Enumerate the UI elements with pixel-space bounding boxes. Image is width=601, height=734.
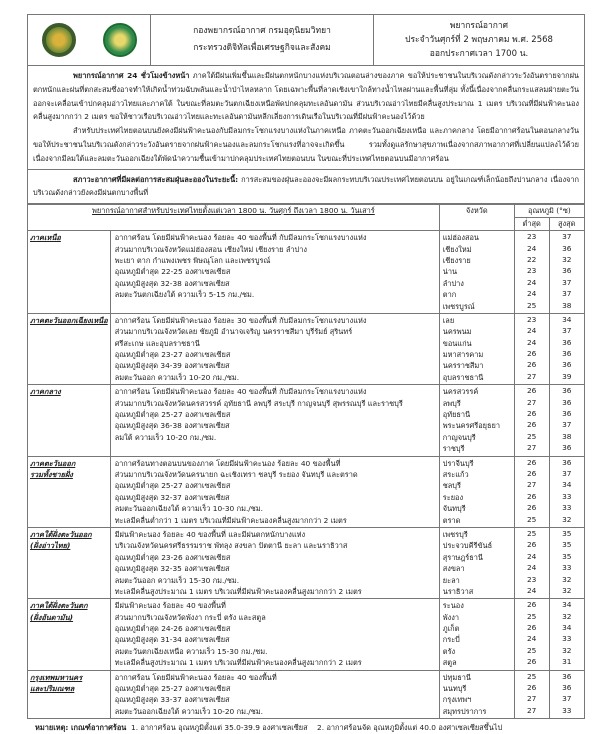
description-line: อุณหภูมิสูงสุด 33-37 องศาเซลเซียส xyxy=(114,695,230,705)
description-line: อุณหภูมิสูงสุด 32-37 องศาเซลเซียส xyxy=(114,492,230,502)
province-name: นครพนม xyxy=(442,327,472,337)
min-temp: 25 xyxy=(526,645,537,655)
footnote-hot: 1. อากาศร้อน อุณหภูมิตั้งแต่ 35.0-39.9 องศาเซลเซียส xyxy=(131,723,308,733)
max-temp: 33 xyxy=(562,491,572,501)
region-name-line: ภาคใต้ฝั่งตะวันออก xyxy=(30,529,92,539)
max-temp: 37 xyxy=(562,232,572,242)
document-header xyxy=(27,14,585,66)
description-line: มีฝนฟ้าคะนอง ร้อยละ 40 ของพื้นที่ xyxy=(114,601,226,611)
min-temp: 25 xyxy=(526,671,537,681)
region-name-line-2: (ฝั่งอ่าวไทย) xyxy=(30,541,71,551)
province-name: กระบี่ xyxy=(442,635,460,645)
min-temp: 26 xyxy=(526,503,537,513)
haze-text: การสะสมของฝุ่นละอองจะมีผลกระทบบริเวณประเทศไทยตอนบน อยู่ในเกณฑ์เล็กน้อยถึงปานกลาง เนื่องจากบริเวณดังกล่าวยังคงมีฝนตกบางพื้นที่ xyxy=(33,174,580,198)
min-temps xyxy=(514,527,549,598)
description-line: ส่วนมากบริเวณจังหวัดนครสวรรค์ อุทัยธานี ลพบุรี สระบุรี กาญจนบุรี สุพรรณบุรี และราชบุรี xyxy=(114,398,403,408)
province-name: ตราด xyxy=(442,515,461,525)
description-line: อุณหภูมิสูงสุด 32-35 องศาเซลเซียส xyxy=(114,564,230,574)
min-temp: 26 xyxy=(526,683,537,693)
summary-paragraph-1 xyxy=(33,69,579,124)
footnote-very-hot: 2. อากาศร้อนจัด อุณหภูมิตั้งแต่ 40.0 องศาเซลเซียสขึ้นไป xyxy=(317,723,503,733)
max-temp: 35 xyxy=(562,540,572,550)
min-temp: 24 xyxy=(526,585,537,595)
province-list xyxy=(439,313,514,384)
footnote xyxy=(27,722,585,734)
province-list xyxy=(439,385,514,456)
max-temp: 36 xyxy=(562,671,572,681)
table-title-text: พยากรณ์อากาศสำหรับประเทศไทยตั้งแต่เวลา 1800 น. วันศุกร์ ถึงเวลา 1800 น. วันเสาร์ xyxy=(92,206,375,216)
description-line: อากาศร้อน โดยมีฝนฟ้าคะนอง ร้อยละ 40 ของพื้นที่ กับมีลมกระโชกแรงบางแห่ง xyxy=(114,233,367,243)
province-name: พังงา xyxy=(442,612,460,622)
min-temp: 24 xyxy=(526,563,537,573)
min-temp: 23 xyxy=(526,266,537,276)
province-name: เลย xyxy=(442,315,455,325)
region-name-line-2: (ฝั่งอันดามัน) xyxy=(30,612,74,622)
region-name xyxy=(28,231,111,314)
max-temp: 32 xyxy=(562,645,572,655)
region-name xyxy=(28,599,111,670)
province-list xyxy=(439,527,514,598)
description-line: อุณหภูมิสูงสุด 34-39 องศาเซลเซียส xyxy=(114,361,230,371)
province-name: อุทัยธานี xyxy=(442,410,471,420)
min-temp: 26 xyxy=(526,409,537,419)
description-line: อากาศร้อน โดยมีฝนฟ้าคะนอง ร้อยละ 30 ของพื้นที่ กับมีลมกระโชกแรงบางแห่ง xyxy=(114,315,367,325)
max-header: สูงสุด xyxy=(549,218,584,231)
summary-section xyxy=(27,66,585,170)
min-temp: 24 xyxy=(526,326,537,336)
description-line: อุณหภูมิต่ำสุด 25-27 องศาเซลเซียส xyxy=(114,684,231,694)
province-name: ระนอง xyxy=(442,601,464,611)
max-temp: 33 xyxy=(562,503,572,513)
min-temp: 24 xyxy=(526,634,537,644)
max-temp: 37 xyxy=(562,694,572,704)
max-temp: 33 xyxy=(562,634,572,644)
max-temps xyxy=(549,599,584,670)
region-description xyxy=(110,313,439,384)
max-temp: 34 xyxy=(562,600,572,610)
province-name: สตูล xyxy=(442,658,457,668)
region-row xyxy=(28,527,585,598)
max-temp: 32 xyxy=(562,611,572,621)
province-name: สมุทรปราการ xyxy=(442,706,487,716)
min-temp: 26 xyxy=(526,457,537,467)
province-list xyxy=(439,670,514,719)
min-temp: 27 xyxy=(526,480,537,490)
issued-time: ออกประกาศเวลา 1700 น. xyxy=(429,49,529,59)
forecast-document xyxy=(27,14,585,734)
min-temp: 25 xyxy=(526,514,537,524)
max-temp: 36 xyxy=(562,349,572,359)
province-name: สุราษฎร์ธานี xyxy=(442,552,483,562)
max-temp: 36 xyxy=(562,243,572,253)
region-row xyxy=(28,385,585,456)
max-temp: 36 xyxy=(562,360,572,370)
region-row xyxy=(28,670,585,719)
province-name: ขอนแก่น xyxy=(442,338,472,348)
min-temp: 22 xyxy=(526,254,537,264)
max-temp: 36 xyxy=(562,443,572,453)
max-temp: 36 xyxy=(562,683,572,693)
description-line: อากาศร้อน โดยมีฝนฟ้าคะนอง ร้อยละ 40 ของพื้นที่ กับมีลมกระโชกแรงบางแห่ง xyxy=(114,387,367,397)
min-temp: 26 xyxy=(526,491,537,501)
min-temp: 24 xyxy=(526,289,537,299)
description-line: ศรีสะเกษ และอุบลราชธานี xyxy=(114,338,200,348)
forecast-info xyxy=(374,15,584,65)
description-line: ส่วนมากบริเวณจังหวัดแม่ฮ่องสอน เชียงใหม่ เชียงราย ลำปาง xyxy=(114,244,307,254)
max-temp: 32 xyxy=(562,514,572,524)
min-temp: 26 xyxy=(526,540,537,550)
province-list xyxy=(439,599,514,670)
description-line: อุณหภูมิสูงสุด 36-38 องศาเซลเซียส xyxy=(114,421,230,431)
region-name-line: ภาคเหนือ xyxy=(30,233,61,243)
haze-paragraph xyxy=(33,173,579,201)
min-temps xyxy=(514,599,549,670)
max-temp: 32 xyxy=(562,585,572,595)
region-row xyxy=(28,599,585,670)
description-line xyxy=(115,301,435,312)
province-name: นนทบุรี xyxy=(442,684,467,694)
min-temp: 26 xyxy=(526,360,537,370)
max-temp: 38 xyxy=(562,431,572,441)
max-temp: 38 xyxy=(562,300,572,310)
province-name: มหาสารคาม xyxy=(442,350,484,360)
min-temp: 26 xyxy=(526,349,537,359)
description-line: อุณหภูมิต่ำสุด 23-26 องศาเซลเซียส xyxy=(114,552,231,562)
province-name: นราธิวาส xyxy=(442,586,474,596)
region-description xyxy=(110,527,439,598)
min-temps xyxy=(514,231,549,314)
min-temps xyxy=(514,456,549,527)
min-temps xyxy=(514,670,549,719)
min-temp: 26 xyxy=(526,657,537,667)
min-temp: 23 xyxy=(526,232,537,242)
province-name: เชียงใหม่ xyxy=(442,244,472,254)
region-row xyxy=(28,313,585,384)
region-name-line-2: และปริมณฑล xyxy=(30,684,75,694)
max-temp: 37 xyxy=(562,277,572,287)
summary-text-1: ภาคใต้มีฝนเพิ่มขึ้นและมีฝนตกหนักบางแห่งบริเวณตอนล่างของภาค ขอให้ประชาชนในบริเวณดังกล่าวระวังอันตรายจากฝนตกหนักและฝนที่ตกสะสมซึ่งอาจทำให้เกิดน้ำท่วมฉับพลันและน้ำป่าไหลหลาก โดยเฉพาะพื้นที่ลาดเชิงเขาใกล้ทางน้ำไหลผ่านและพื้นที่ลุ่ม ทั้งนี้เนื่องจากคลื่นกระแสลมฝ่ายตะวันออกจะเคลื่อนเข้าปกคลุมอ่าวไทยและภาคใต้ ในขณะที่ลมตะวันตกเฉียงเหนือพัดปกคลุมทะเลอันดามัน ส่วนบริเวณอ่าวไทยมีคลื่นสูงประมาณ 1 เมตร บริเวณที่มีฝนฟ้าคะนองคลื่นสูงมากกว่า 2 เมตร ขอให้ชาวเรือบริเวณอ่าวไทยและทะเลอันดามันหลีกเลี่ยงการเดินเรือในบริเวณที่มีฝนฟ้าคะนองไว้ด้วย xyxy=(33,71,579,122)
description-line: ทะเลมีคลื่นสูงประมาณ 1 เมตร บริเวณที่มีฝนฟ้าคะนองคลื่นสูงมากกว่า 2 เมตร xyxy=(114,586,362,596)
province-name: ลพบุรี xyxy=(442,398,461,408)
province-name: แม่ฮ่องสอน xyxy=(442,233,479,243)
max-temp: 33 xyxy=(562,563,572,573)
max-temp: 35 xyxy=(562,551,572,561)
description-line: ลมตะวันออก ความเร็ว 10-20 กม./ชม. xyxy=(114,372,240,382)
min-temps xyxy=(514,313,549,384)
province-name: ตาก xyxy=(442,290,457,300)
province-name: จันทบุรี xyxy=(442,504,466,514)
min-temp: 26 xyxy=(526,386,537,396)
max-temp: 37 xyxy=(562,326,572,336)
description-line: ทะเลมีคลื่นต่ำกว่า 1 เมตร บริเวณที่มีฝนฟ้าคะนองคลื่นสูงมากกว่า 2 เมตร xyxy=(114,515,347,525)
max-temp: 34 xyxy=(562,314,572,324)
max-temps xyxy=(549,456,584,527)
description-line: ส่วนมากบริเวณจังหวัดเลย ชัยภูมิ อำนาจเจริญ นครราชสีมา บุรีรัมย์ สุรินทร์ xyxy=(114,327,353,337)
description-line: ส่วนมากบริเวณจังหวัดพังงา กระบี่ ตรัง และสตูล xyxy=(114,612,266,622)
region-name-line: ภาคตะวันออก xyxy=(30,458,76,468)
region-name-line-2: รวมทั้งชายฝั่ง xyxy=(30,469,73,479)
logos xyxy=(28,15,151,65)
region-row xyxy=(28,231,585,314)
province-name: สระแก้ว xyxy=(442,469,469,479)
max-temp: 37 xyxy=(562,420,572,430)
max-temp: 36 xyxy=(562,457,572,467)
province-name: ยะลา xyxy=(442,575,460,585)
max-temp: 31 xyxy=(562,657,572,667)
min-temp: 27 xyxy=(526,443,537,453)
min-temp: 27 xyxy=(526,705,537,715)
min-temp: 25 xyxy=(526,611,537,621)
description-line: อุณหภูมิต่ำสุด 25-27 องศาเซลเซียส xyxy=(114,481,231,491)
max-temp: 36 xyxy=(562,337,572,347)
min-temp: 24 xyxy=(526,277,537,287)
max-temps xyxy=(549,313,584,384)
region-name-line: ภาคใต้ฝั่งตะวันตก xyxy=(30,601,88,611)
min-temp: 26 xyxy=(526,623,537,633)
description-line: อุณหภูมิสูงสุด 31-34 องศาเซลเซียส xyxy=(114,635,230,645)
temp-header: อุณหภูมิ (°ซ) xyxy=(514,205,584,218)
max-temp: 36 xyxy=(562,266,572,276)
description-line: ลมตะวันตกเฉียงใต้ ความเร็ว 5-15 กม./ชม. xyxy=(114,290,255,300)
region-name xyxy=(28,456,111,527)
description-line: อุณหภูมิสูงสุด 32-38 องศาเซลเซียส xyxy=(114,278,230,288)
description-line xyxy=(115,443,435,454)
max-temps xyxy=(549,670,584,719)
footnote-lead: หมายเหตุ: เกณฑ์อากาศร้อน xyxy=(35,723,127,733)
province-name: เพชรบุรี xyxy=(442,529,468,539)
max-temp: 37 xyxy=(562,468,572,478)
max-temp: 37 xyxy=(562,289,572,299)
min-temp: 26 xyxy=(526,600,537,610)
description-line: ลมใต้ ความเร็ว 10-20 กม./ชม. xyxy=(114,432,217,442)
org-line-1: กองพยากรณ์อากาศ กรมอุตุนิยมวิทยา xyxy=(193,26,331,36)
max-temp: 32 xyxy=(562,574,572,584)
description-line: มีฝนฟ้าคะนอง ร้อยละ 40 ของพื้นที่ และมีฝนตกหนักบางแห่ง xyxy=(114,529,306,539)
province-name: ปราจีนบุรี xyxy=(442,458,474,468)
province-header: จังหวัด xyxy=(439,205,514,231)
description-line: บริเวณจังหวัดนครศรีธรรมราช พัทลุง สงขลา ปัตตานี ยะลา และนราธิวาส xyxy=(114,541,348,551)
province-list xyxy=(439,456,514,527)
min-temps xyxy=(514,385,549,456)
region-name-line: ภาคตะวันออกเฉียงเหนือ xyxy=(30,315,108,325)
haze-section xyxy=(27,170,585,205)
min-temp: 25 xyxy=(526,431,537,441)
province-name: เชียงราย xyxy=(442,255,471,265)
province-name: นครสวรรค์ xyxy=(442,387,479,397)
description-line: อุณหภูมิต่ำสุด 25-27 องศาเซลเซียส xyxy=(114,410,231,420)
description-line: อากาศร้อนทางตอนบนของภาค โดยมีฝนฟ้าคะนอง ร้อยละ 40 ของพื้นที่ xyxy=(114,458,341,468)
province-name: ตรัง xyxy=(442,646,456,656)
region-description xyxy=(110,599,439,670)
region-name xyxy=(28,385,111,456)
min-temp: 24 xyxy=(526,337,537,347)
region-description xyxy=(110,670,439,719)
province-name: น่าน xyxy=(442,267,458,277)
region-description xyxy=(110,385,439,456)
tmd-seal-logo xyxy=(42,23,76,57)
province-name: ลำปาง xyxy=(442,278,464,288)
region-name xyxy=(28,313,111,384)
haze-lead: สภาวะอากาศที่มีผลต่อการสะสมฝุ่นละอองในระยะนี้: xyxy=(73,174,239,184)
min-header: ต่ำสุด xyxy=(514,218,549,231)
org-line-2: กระทรวงดิจิทัลเพื่อเศรษฐกิจและสังคม xyxy=(193,43,331,53)
max-temp: 36 xyxy=(562,397,572,407)
max-temp: 34 xyxy=(562,623,572,633)
province-list xyxy=(439,231,514,314)
province-name: พระนครศรีอยุธยา xyxy=(442,421,500,431)
forecast-table xyxy=(27,204,585,719)
max-temp: 36 xyxy=(562,386,572,396)
table-title xyxy=(28,205,440,231)
description-line: อุณหภูมิต่ำสุด 24-26 องศาเซลเซียส xyxy=(114,624,231,634)
ministry-seal-logo xyxy=(103,23,137,57)
min-temp: 25 xyxy=(526,528,537,538)
forecast-date: ประจำวันศุกร์ที่ 2 พฤษภาคม พ.ศ. 2568 xyxy=(405,35,553,45)
min-temp: 24 xyxy=(526,243,537,253)
province-name: ราชบุรี xyxy=(442,444,465,454)
description-line: ส่วนมากบริเวณจังหวัดนครนายก ฉะเชิงเทรา ชลบุรี ระยอง จันทบุรี และตราด xyxy=(114,469,358,479)
organization xyxy=(151,15,374,65)
region-name-line: กรุงเทพมหานคร xyxy=(30,672,83,682)
min-temp: 27 xyxy=(526,371,537,381)
min-temp: 27 xyxy=(526,694,537,704)
min-temp: 23 xyxy=(526,314,537,324)
province-name: เพชรบูรณ์ xyxy=(442,301,475,311)
province-name: อุบลราชธานี xyxy=(442,372,484,382)
min-temp: 27 xyxy=(526,397,537,407)
max-temp: 39 xyxy=(562,371,572,381)
region-description xyxy=(110,231,439,314)
region-name-line: ภาคกลาง xyxy=(30,387,61,397)
province-name: ชลบุรี xyxy=(442,481,461,491)
max-temp: 34 xyxy=(562,480,572,490)
description-line: ลมตะวันออกเฉียงใต้ ความเร็ว 10-20 กม./ชม. xyxy=(114,706,264,716)
min-temp: 26 xyxy=(526,420,537,430)
description-line: พะเยา ตาก กำแพงเพชร พิษณุโลก และเพชรบูรณ์ xyxy=(114,255,271,265)
max-temps xyxy=(549,385,584,456)
max-temps xyxy=(549,231,584,314)
province-name: ประจวบคีรีขันธ์ xyxy=(442,541,493,551)
description-line: ลมตะวันออก ความเร็ว 15-30 กม./ชม. xyxy=(114,575,240,585)
max-temp: 32 xyxy=(562,254,572,264)
description-line: ลมตะวันออกเฉียงใต้ ความเร็ว 10-30 กม./ชม. xyxy=(114,504,264,514)
min-temp: 26 xyxy=(526,468,537,478)
summary-lead: พยากรณ์อากาศ 24 ชั่วโมงข้างหน้า xyxy=(73,71,190,80)
region-name xyxy=(28,527,111,598)
max-temp: 33 xyxy=(562,705,572,715)
max-temp: 35 xyxy=(562,528,572,538)
description-line: อากาศร้อน โดยมีฝนฟ้าคะนอง ร้อยละ 40 ของพื้นที่ xyxy=(114,672,277,682)
max-temp: 36 xyxy=(562,409,572,419)
description-line: ทะเลมีคลื่นสูงประมาณ 1 เมตร บริเวณที่มีฝนฟ้าคะนองคลื่นสูงมากกว่า 2 เมตร xyxy=(114,658,362,668)
region-row xyxy=(28,456,585,527)
province-name: สงขลา xyxy=(442,564,465,574)
region-name xyxy=(28,670,111,719)
description-line: อุณหภูมิต่ำสุด 22-25 องศาเซลเซียส xyxy=(114,267,231,277)
province-name: กรุงเทพฯ xyxy=(442,695,472,705)
province-name: ปทุมธานี xyxy=(442,672,471,682)
max-temps xyxy=(549,527,584,598)
province-name: กาญจนบุรี xyxy=(442,432,476,442)
province-name: ภูเก็ต xyxy=(442,624,460,634)
description-line: ลมตะวันตกเฉียงเหนือ ความเร็ว 15-30 กม./ชม. xyxy=(114,646,268,656)
description-line: อุณหภูมิต่ำสุด 23-27 องศาเซลเซียส xyxy=(114,350,231,360)
min-temp: 23 xyxy=(526,574,537,584)
forecast-title: พยากรณ์อากาศ xyxy=(449,21,509,31)
min-temp: 24 xyxy=(526,551,537,561)
region-description xyxy=(110,456,439,527)
min-temp: 25 xyxy=(526,300,537,310)
summary-paragraph-2: สำหรับประเทศไทยตอนบนยังคงมีฝนฟ้าคะนองกับมีลมกระโชกแรงบางแห่งในภาคเหนือ ภาคตะวันออกเฉียงเหนือ และภาคกลาง โดยมีอากาศร้อนในตอนกลางวัน ขอให้ประชาชนในบริเวณดังกล่าวระวังอันตรายจากฝนฟ้าคะนองและลมกระโชกแรงที่อาจจะเกิดขึ้น รวมทั้งดูแลรักษาสุขภาพเนื่องจากสภาพอากาศที่เปลี่ยนแปลงไว้ด้วย เนื่องจากมีลมใต้และลมตะวันออกเฉียงใต้พัดนำความชื้นเข้ามาปกคลุมประเทศไทยตอนบน ในขณะที่ประเทศไทยตอนบนมีอากาศร้อน xyxy=(33,126,579,163)
province-name: ระยอง xyxy=(442,492,464,502)
province-name: นครราชสีมา xyxy=(442,361,484,371)
